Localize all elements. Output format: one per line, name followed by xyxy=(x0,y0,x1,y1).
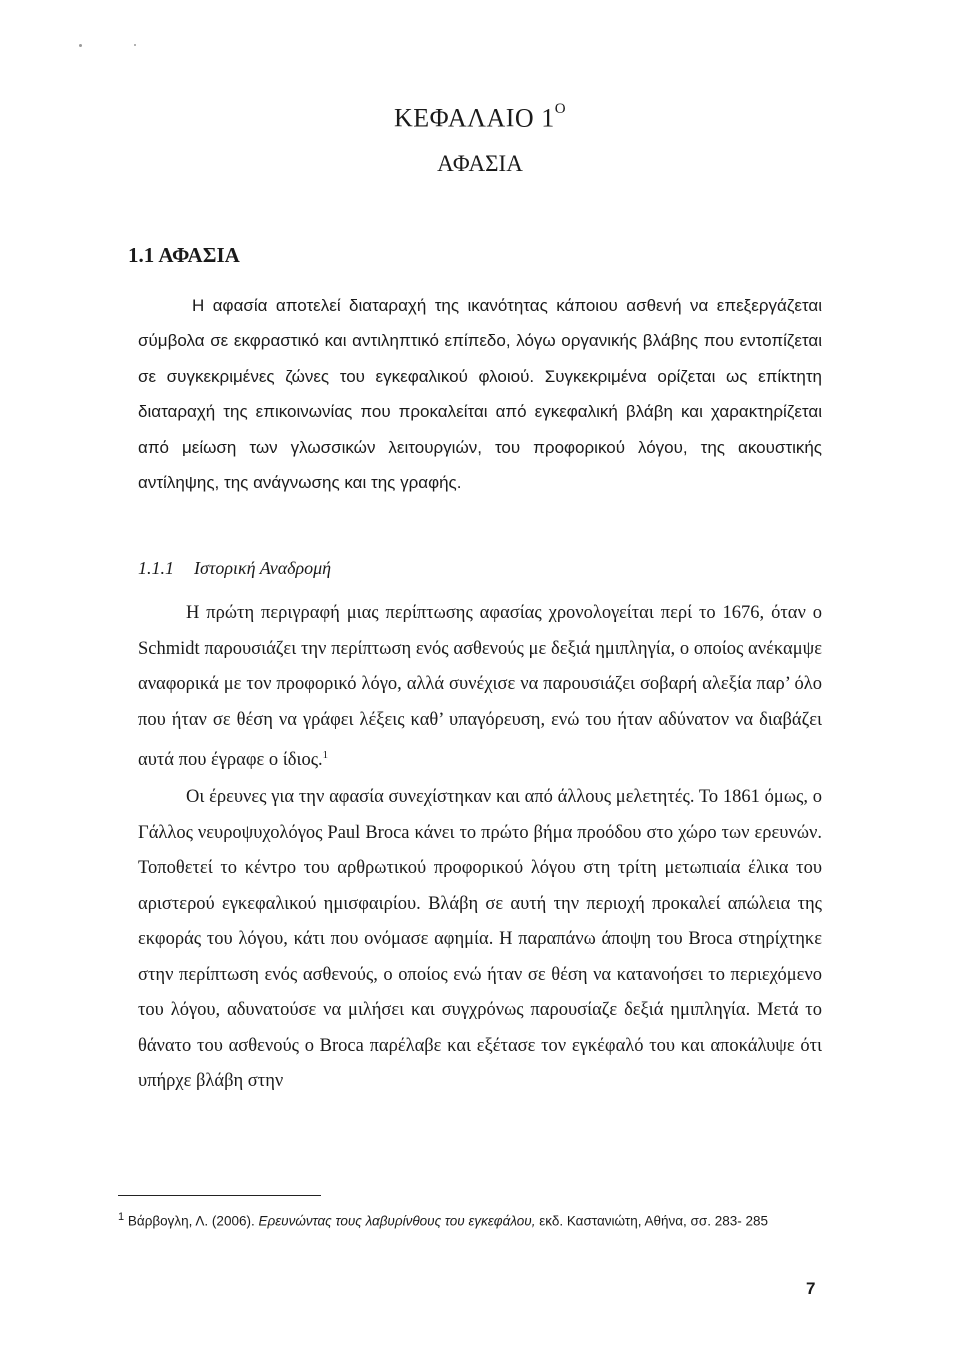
history-paragraph-1-text: Η πρώτη περιγραφή μιας περίπτωσης αφασίας χρονολογείται περί το 1676, όταν ο Schmidt παρουσιάζει την περίπτωση ενός ασθενούς με δεξιά ημιπληγία, ο οποίος ανέκαμψε αναφορικά με τον προφορικό λόγο, αλλά συνέχισε να παρουσιάζει σοβαρή αλεξία παρ’ όλο που ήταν σε θέση να γράφει λέξεις καθ’ υπαγόρευση, ενώ του ήταν αδύνατον να διαβάζει αυτά που έγραφε ο ίδιος. xyxy=(138,603,822,771)
section-heading: 1.1 ΑΦΑΣΙΑ xyxy=(128,243,240,267)
history-paragraph-2-text: Οι έρευνες για την αφασία συνεχίστηκαν και από άλλους μελετητές. Το 1861 όμως, ο Γάλλος νευροψυχολόγος Paul Broca κάνει το πρώτο βήμα προόδου στο χώρο των ερευνών. Τοποθετεί το κέντρο του αρθρωτικού προφορικού λόγου στη τρίτη μετωπιαία έλικα του αριστερού εγκεφαλικού ημισφαιρίου. Βλάβη σε αυτή την περιοχή προκαλεί απώλεια της εκφοράς του λόγου, κάτι που ονόμασε αφημία. Η παραπάνω άποψη του Broca στηρίχτηκε στην περίπτωση ενός ασθενούς, ο οποίος ενώ ήταν σε θέση να κατανοήσει το περιεχόμενο του λόγου, αδυνατούσε να μιλήσει και συγχρόνως παρουσίαζε δεξιά ημιπληγία. Μετά το θάνατο του ασθενούς ο Broca παρέλαβε και εξέτασε τον εγκέφαλό του και αποκάλυψε ότι υπήρχε βλάβη στην xyxy=(138,787,822,1091)
subsection-title: Ιστορική Αναδρομή xyxy=(194,558,332,578)
subsection-number: 1.1.1 xyxy=(138,558,174,578)
section-paragraph-text: Η αφασία αποτελεί διαταραχή της ικανότητας κάποιου ασθενή να επεξεργάζεται σύμβολα σε εκφραστικό και αντιληπτικό επίπεδο, λόγω οργανικής βλάβης που εντοπίζεται σε συγκεκριμένες ζώνες του εγκεφαλικού φλοιού. Συγκεκριμένα ορίζεται ως επίκτητη διαταραχή της επικοινωνίας που προκαλείται από εγκεφαλική βλάβη και χαρακτηρίζεται από μείωση των γλωσσικών λειτουργιών, του προφορικού λόγου, της ακουστικής αντίληψης, της ανάγνωσης και της γραφής. xyxy=(138,296,822,493)
footnote-publisher: εκδ. Καστανιώτη, Αθήνα, σσ. 283- 285 xyxy=(539,1213,768,1229)
subsection-heading xyxy=(138,555,331,581)
chapter-title xyxy=(0,96,960,136)
footnote-author: Βάρβογλη, Λ. (2006). xyxy=(127,1213,255,1229)
chapter-subtitle: ΑΦΑΣΙΑ xyxy=(437,151,523,176)
chapter-title-superscript: Ο xyxy=(554,101,567,117)
history-paragraph-1 xyxy=(138,596,822,779)
footnote-divider xyxy=(118,1195,321,1196)
section-paragraph xyxy=(138,288,822,500)
history-paragraph-2 xyxy=(138,780,822,1100)
footnote-reference[interactable]: 1 xyxy=(322,749,329,761)
footnote-title: Ερευνώντας τους λαβυρίνθους του εγκεφάλου, xyxy=(258,1213,536,1229)
page-number: 7 xyxy=(806,1279,816,1298)
footnote-marker: 1 xyxy=(118,1211,125,1223)
scan-speck xyxy=(134,44,136,46)
chapter-title-text: ΚΕΦΑΛΑΙΟ 1 xyxy=(393,103,555,133)
footnote xyxy=(118,1207,838,1232)
scan-speck xyxy=(79,44,82,47)
